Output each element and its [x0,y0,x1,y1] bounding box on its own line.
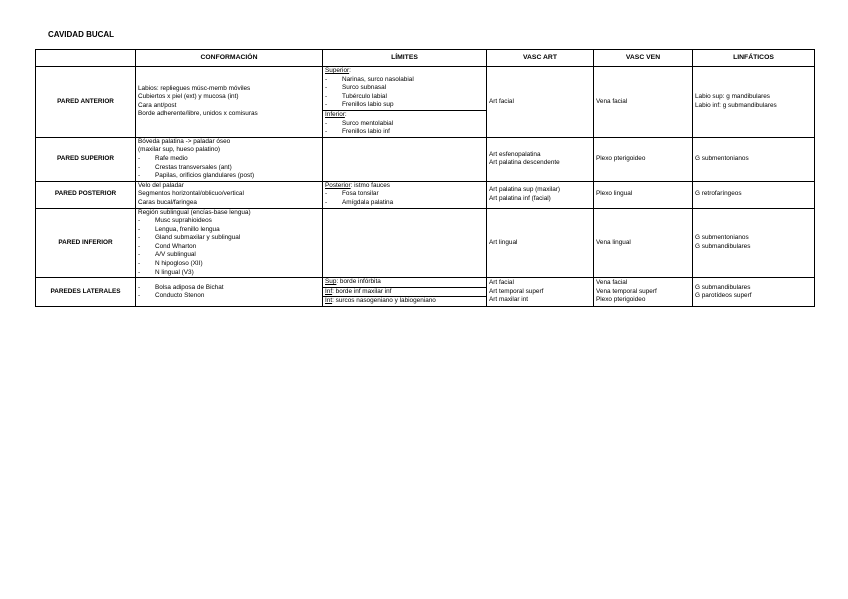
limit-text: : surcos nasogeniano y labiogeniano [332,297,436,305]
limites-inferior: Inferior: - Surco mentolabial - Frenillos labio inf [323,110,486,137]
text-line: Art facial [489,97,514,105]
text-line: Velo del paladar [138,181,184,189]
bullet-text: Tubérculo labial [342,92,387,100]
bullet-text: Gland submaxilar y sublingual [155,234,241,242]
text-line: Borde adherente/libre, unidos x comisuras [138,110,258,118]
table-row [36,208,815,278]
text-line: Cubiertos x piel (ext) y mucosa (int) [138,93,239,101]
cell-linfaticos [693,137,815,181]
text-line: Plexo lingual [596,190,633,198]
text-line: G parotídeos superf [695,292,752,300]
text-line: Vena facial [596,279,628,287]
cell-limites [323,208,487,278]
header-vasc-art: VASC ART [487,50,594,67]
header-limites: LÍMITES [323,50,487,67]
bullet-text: A/V sublingual [155,251,196,259]
cell-vasc-ven [594,208,693,278]
limit-label: Inferior [325,110,345,118]
bullet-text: Crestas transversales (ant) [155,163,232,171]
bullet-text: Surco mentolabial [342,119,394,127]
bullet-text: Frenillos labio inf [342,128,390,136]
text-line: Plexo pterigoideo [596,154,646,162]
cell-limites: Posterior: istmo fauces - Fosa tonsilar - Amígdala palatina [323,181,487,208]
text-line: G submandibulares [695,242,751,250]
limit-label: Posterior [325,181,351,189]
cell-limites [323,137,487,181]
bullet-text: Amígdala palatina [342,198,394,206]
bullet-text: Lengua, frenillo lengua [155,225,220,233]
cell-vasc-ven [594,67,693,138]
text-line: Vena lingual [596,238,631,246]
bullet-text: Papilas, orificios glandulares (post) [155,172,255,180]
text-line: Art esfenopalatina [489,150,541,158]
row-label: PAREDES LATERALES [36,278,136,307]
cell-conformacion: - Bolsa adiposa de Bichat - Conducto Stenon [136,278,323,307]
header-linfaticos: LINFÁTICOS [693,50,815,67]
table-row [36,137,815,181]
cell-linfaticos [693,278,815,307]
text-line: Art lingual [489,238,518,246]
text-line: Art palatina sup (maxilar) [489,186,561,194]
limit-text: : borde infórbita [336,278,381,286]
text-line: Labio sup: g mandibulares [695,93,770,101]
row-label: PARED ANTERIOR [36,67,136,138]
text-line: Región sublingual (encías-base lengua) [138,208,251,216]
bullet-text: Surco subnasal [342,84,387,92]
bullet-text: Frenillos labio sup [342,101,394,109]
cell-vasc-art [487,208,594,278]
bullet-text: N lingual (V3) [155,268,194,276]
limit-label: Sup [325,278,337,286]
text-line: (maxilar sup, hueso palatino) [138,146,221,154]
text-line: G submentonianos [695,154,749,162]
cell-vasc-ven [594,137,693,181]
cell-conformacion: Región sublingual (encías-base lengua) - Musc suprahioideos - Lengua, frenillo lengua - Gland submaxilar y sublingual - Cond Wharton - A/V sublingual - N hipogloso (XII) - N lingual (V3) [136,208,323,278]
cell-linfaticos [693,181,815,208]
cell-vasc-art [487,181,594,208]
bullet-text: Bolsa adiposa de Bichat [155,283,224,291]
text-line: Bóveda palatina -> paladar óseo [138,137,231,145]
text-line: Labio inf: g submandibulares [695,101,777,109]
bullet-text: Fosa tonsilar [342,190,379,198]
limit-label: Inf [325,287,333,295]
text-line: Plexo pterigoideo [596,296,646,304]
header-empty [36,50,136,67]
text-line: Art palatina inf (facial) [489,194,551,202]
text-line: Art temporal superf [489,287,544,295]
table-row [36,278,815,307]
document-title: CAVIDAD BUCAL [48,30,115,39]
text-line: Vena facial [596,97,628,105]
text-line: G retrofaríngeos [695,190,742,198]
cell-vasc-ven [594,181,693,208]
bullet-text: Narinas, surco nasolabial [342,75,414,83]
cell-vasc-art [487,137,594,181]
text-line: Vena temporal superf [596,287,657,295]
cell-conformacion [136,67,323,138]
text-line: Cara ant/post [138,101,177,109]
bullet-text: Conducto Stenon [155,292,205,300]
header-conformacion: CONFORMACIÓN [136,50,323,67]
cell-conformacion [136,181,323,208]
bullet-text: Cond Wharton [155,242,197,250]
row-label: PARED INFERIOR [36,208,136,278]
text-line: Art maxilar int [489,296,529,304]
row-label: PARED SUPERIOR [36,137,136,181]
text-line: Art facial [489,279,514,287]
text-line: Labios: repliegues músc-memb móviles [138,84,251,92]
row-label: PARED POSTERIOR [36,181,136,208]
text-line: Caras bucal/faringea [138,198,197,206]
limit-text: : borde inf maxilar inf [332,287,392,295]
limit-label: Int [325,297,333,305]
limit-label: Superior [325,67,350,74]
anatomy-table [35,49,815,307]
limites-superior: Superior: - Narinas, surco nasolabial - Surco subnasal - Tubérculo labial - Frenillos labio sup [325,67,414,109]
cell-linfaticos [693,67,815,138]
cell-vasc-art [487,67,594,138]
text-line: Art palatina descendente [489,159,560,167]
bullet-text: N hipogloso (XII) [155,260,203,268]
cell-limites [323,278,487,307]
text-line: Segmentos horizontal/oblicuo/vertical [138,190,244,198]
limit-text: : istmo fauces [350,181,391,189]
cell-limites [323,67,487,138]
text-line: G submandibulares [695,283,751,291]
bullet-text: Rafe medio [155,154,188,162]
table-row [36,67,815,138]
bullet-text: Musc suprahioideos [155,217,212,225]
cell-linfaticos [693,208,815,278]
header-vasc-ven: VASC VEN [594,50,693,67]
cell-vasc-art [487,278,594,307]
text-line: G submentonianos [695,234,749,242]
cell-vasc-ven [594,278,693,307]
header-row [36,50,815,67]
table-row [36,181,815,208]
cell-conformacion: Bóveda palatina -> paladar óseo (maxilar sup, hueso palatino) - Rafe medio - Crestas transversales (ant) - Papilas, orificios glandulares (post) [136,137,323,181]
